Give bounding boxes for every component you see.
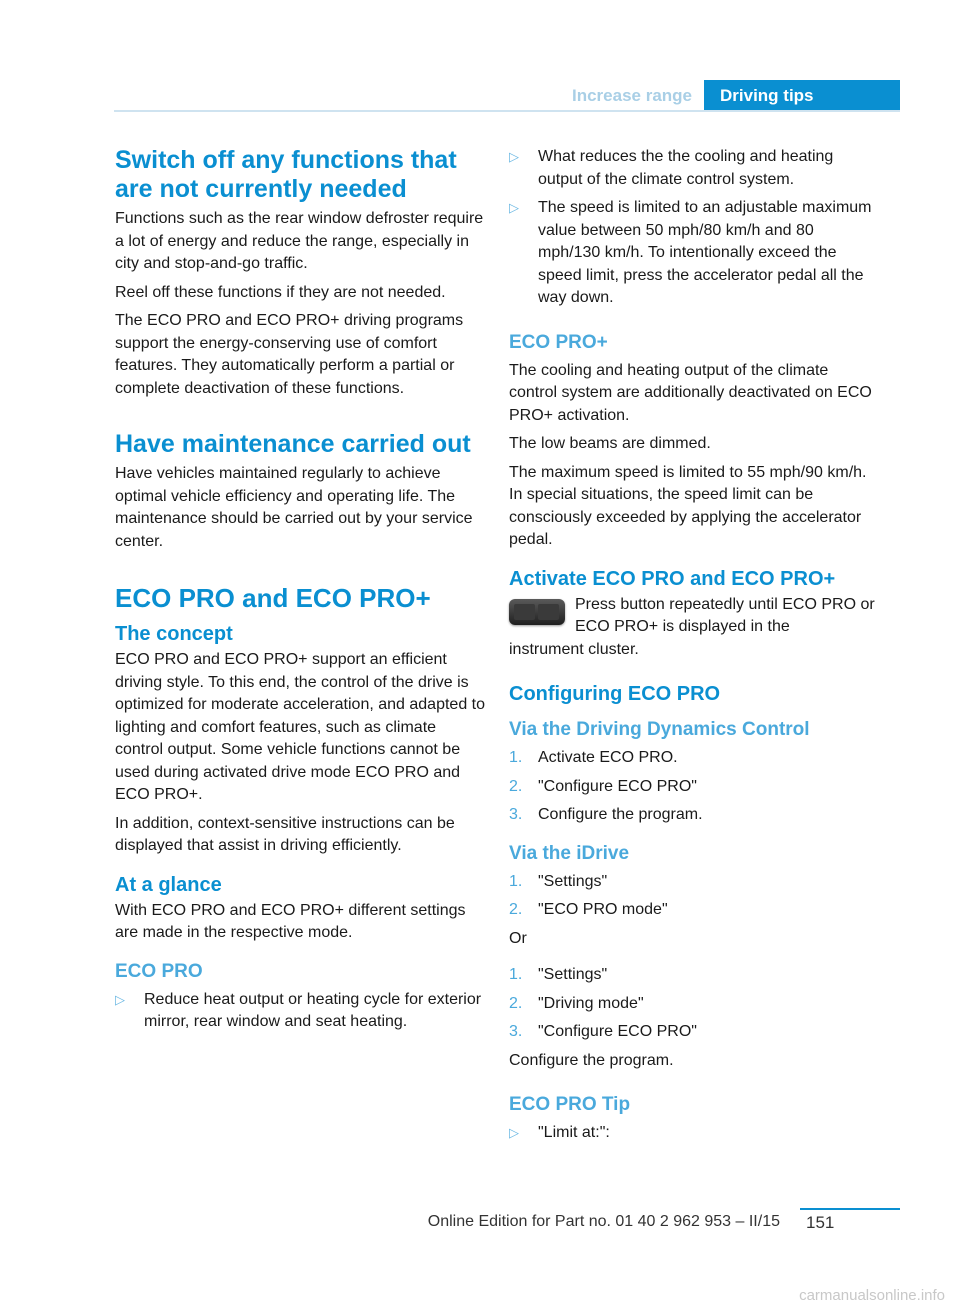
list-item: 1. "Settings": [509, 966, 608, 983]
subsection-title-tip: ECO PRO Tip: [509, 1094, 631, 1115]
bullet-list: [509, 1122, 879, 1145]
numbered-list-ddc: [509, 747, 879, 827]
list-item: 2. "Driving mode": [509, 994, 644, 1012]
bullet-list: [115, 989, 485, 1034]
list-item: ▷ The speed is limited to an adjustable maximum value between 50 mph/80 km/h and 80 mph/130 km/h. To intentionally exceed the speed limit, press the accelerator pedal all the way down.: [509, 199, 872, 306]
watermark: carmanualsonline.info: [799, 1287, 945, 1304]
subsection-title-eco-pro-mode: ECO PRO: [115, 960, 203, 982]
list-item: 3. Configure the program.: [509, 806, 703, 823]
left-column: [115, 146, 485, 1040]
paragraph: The maximum speed is limited to 55 mph/90 km/h. In special situations, the speed limit can be consciously exceeded by applying the accelerator pedal.: [509, 463, 867, 548]
list-item: ▷ Reduce heat output or heating cycle for exterior mirror, rear window and seat heating.: [115, 990, 482, 1030]
numbered-list-idrive-a: [509, 871, 879, 922]
page-number: 151: [806, 1213, 835, 1232]
paragraph: The cooling and heating output of the climate control system are additionally deactivated on ECO PRO+ activation.: [509, 361, 872, 424]
subsection-title-ddc: Via the Driving Dynamics Control: [509, 719, 810, 740]
right-column: [509, 146, 879, 1151]
triangle-bullet-icon: ▷: [509, 200, 519, 215]
or-label: Or: [509, 929, 527, 947]
triangle-bullet-icon: ▷: [115, 991, 125, 1007]
list-item: 1. "Settings": [509, 872, 608, 890]
list-item: 1. Activate ECO PRO.: [509, 749, 678, 766]
bullet-list: [509, 146, 879, 310]
triangle-bullet-icon: ▷: [509, 1125, 519, 1140]
paragraph: ECO PRO and ECO PRO+ support an efficient driving style. To this end, the control of the drive is optimized for moderate acceleration, and adapted to lighting and comfort features, such as climate control output. Some vehicle functions cannot be used during activated drive mode ECO PRO and ECO PRO+.: [115, 651, 486, 803]
paragraph: The ECO PRO and ECO PRO+ driving programs support the energy-conserving use of comfort features. They automatically perform a partial or complete deactivation of these functions.: [115, 312, 464, 397]
list-item: 2. "ECO PRO mode": [509, 901, 668, 918]
subsection-title-concept: The concept: [115, 623, 233, 645]
subsection-title-configuring: Configuring ECO PRO: [509, 683, 721, 705]
section-title-eco-pro: ECO PRO and ECO PRO+: [115, 583, 431, 613]
paragraph: With ECO PRO and ECO PRO+ different settings are made in the respective mode.: [115, 901, 466, 941]
numbered-list-idrive-b: [509, 964, 879, 1044]
paragraph: In addition, context-sensitive instructions can be displayed that assist in driving efficiently.: [115, 814, 455, 854]
header-divider: [114, 110, 900, 112]
header-section-label: Increase range: [571, 86, 692, 105]
section-title-switch-off: Switch off any functions that are not currently needed: [115, 146, 457, 203]
paragraph: The low beams are dimmed.: [509, 435, 711, 452]
list-item: ▷ What reduces the the cooling and heating output of the climate control system.: [509, 148, 834, 188]
list-item: 2. "Configure ECO PRO": [509, 777, 697, 795]
paragraph: Have vehicles maintained regularly to achieve optimal vehicle efficiency and operating life. The maintenance should be carried out by your service center.: [115, 465, 473, 550]
footer-divider: [800, 1208, 900, 1210]
subsection-title-activate: Activate ECO PRO and ECO PRO+: [509, 567, 836, 590]
paragraph: Reel off these functions if they are not needed.: [115, 283, 446, 301]
subsection-title-glance: At a glance: [115, 873, 222, 896]
paragraph: Press button repeatedly until ECO PRO or ECO PRO+ is displayed in the: [575, 595, 875, 635]
subsection-title-eco-pro-plus: ECO PRO+: [509, 331, 608, 353]
triangle-bullet-icon: ▷: [509, 149, 519, 164]
subsection-title-idrive: Via the iDrive: [509, 842, 630, 864]
list-item: 3. "Configure ECO PRO": [509, 1023, 697, 1040]
section-title-maintenance: Have maintenance carried out: [115, 430, 471, 458]
paragraph: Functions such as the rear window defroster require a lot of energy and reduce the range, especially in city and stop-and-go traffic.: [115, 210, 484, 272]
paragraph: instrument cluster.: [509, 640, 639, 658]
paragraph: Configure the program.: [509, 1051, 674, 1069]
list-item: ▷ "Limit at:":: [509, 1122, 879, 1145]
activate-instruction: [509, 594, 879, 662]
header-chapter-tab: Driving tips: [704, 80, 900, 111]
eco-pro-button-icon: [509, 599, 565, 625]
footer-edition: Online Edition for Part no. 01 40 2 962 953 – II/15: [427, 1213, 780, 1230]
